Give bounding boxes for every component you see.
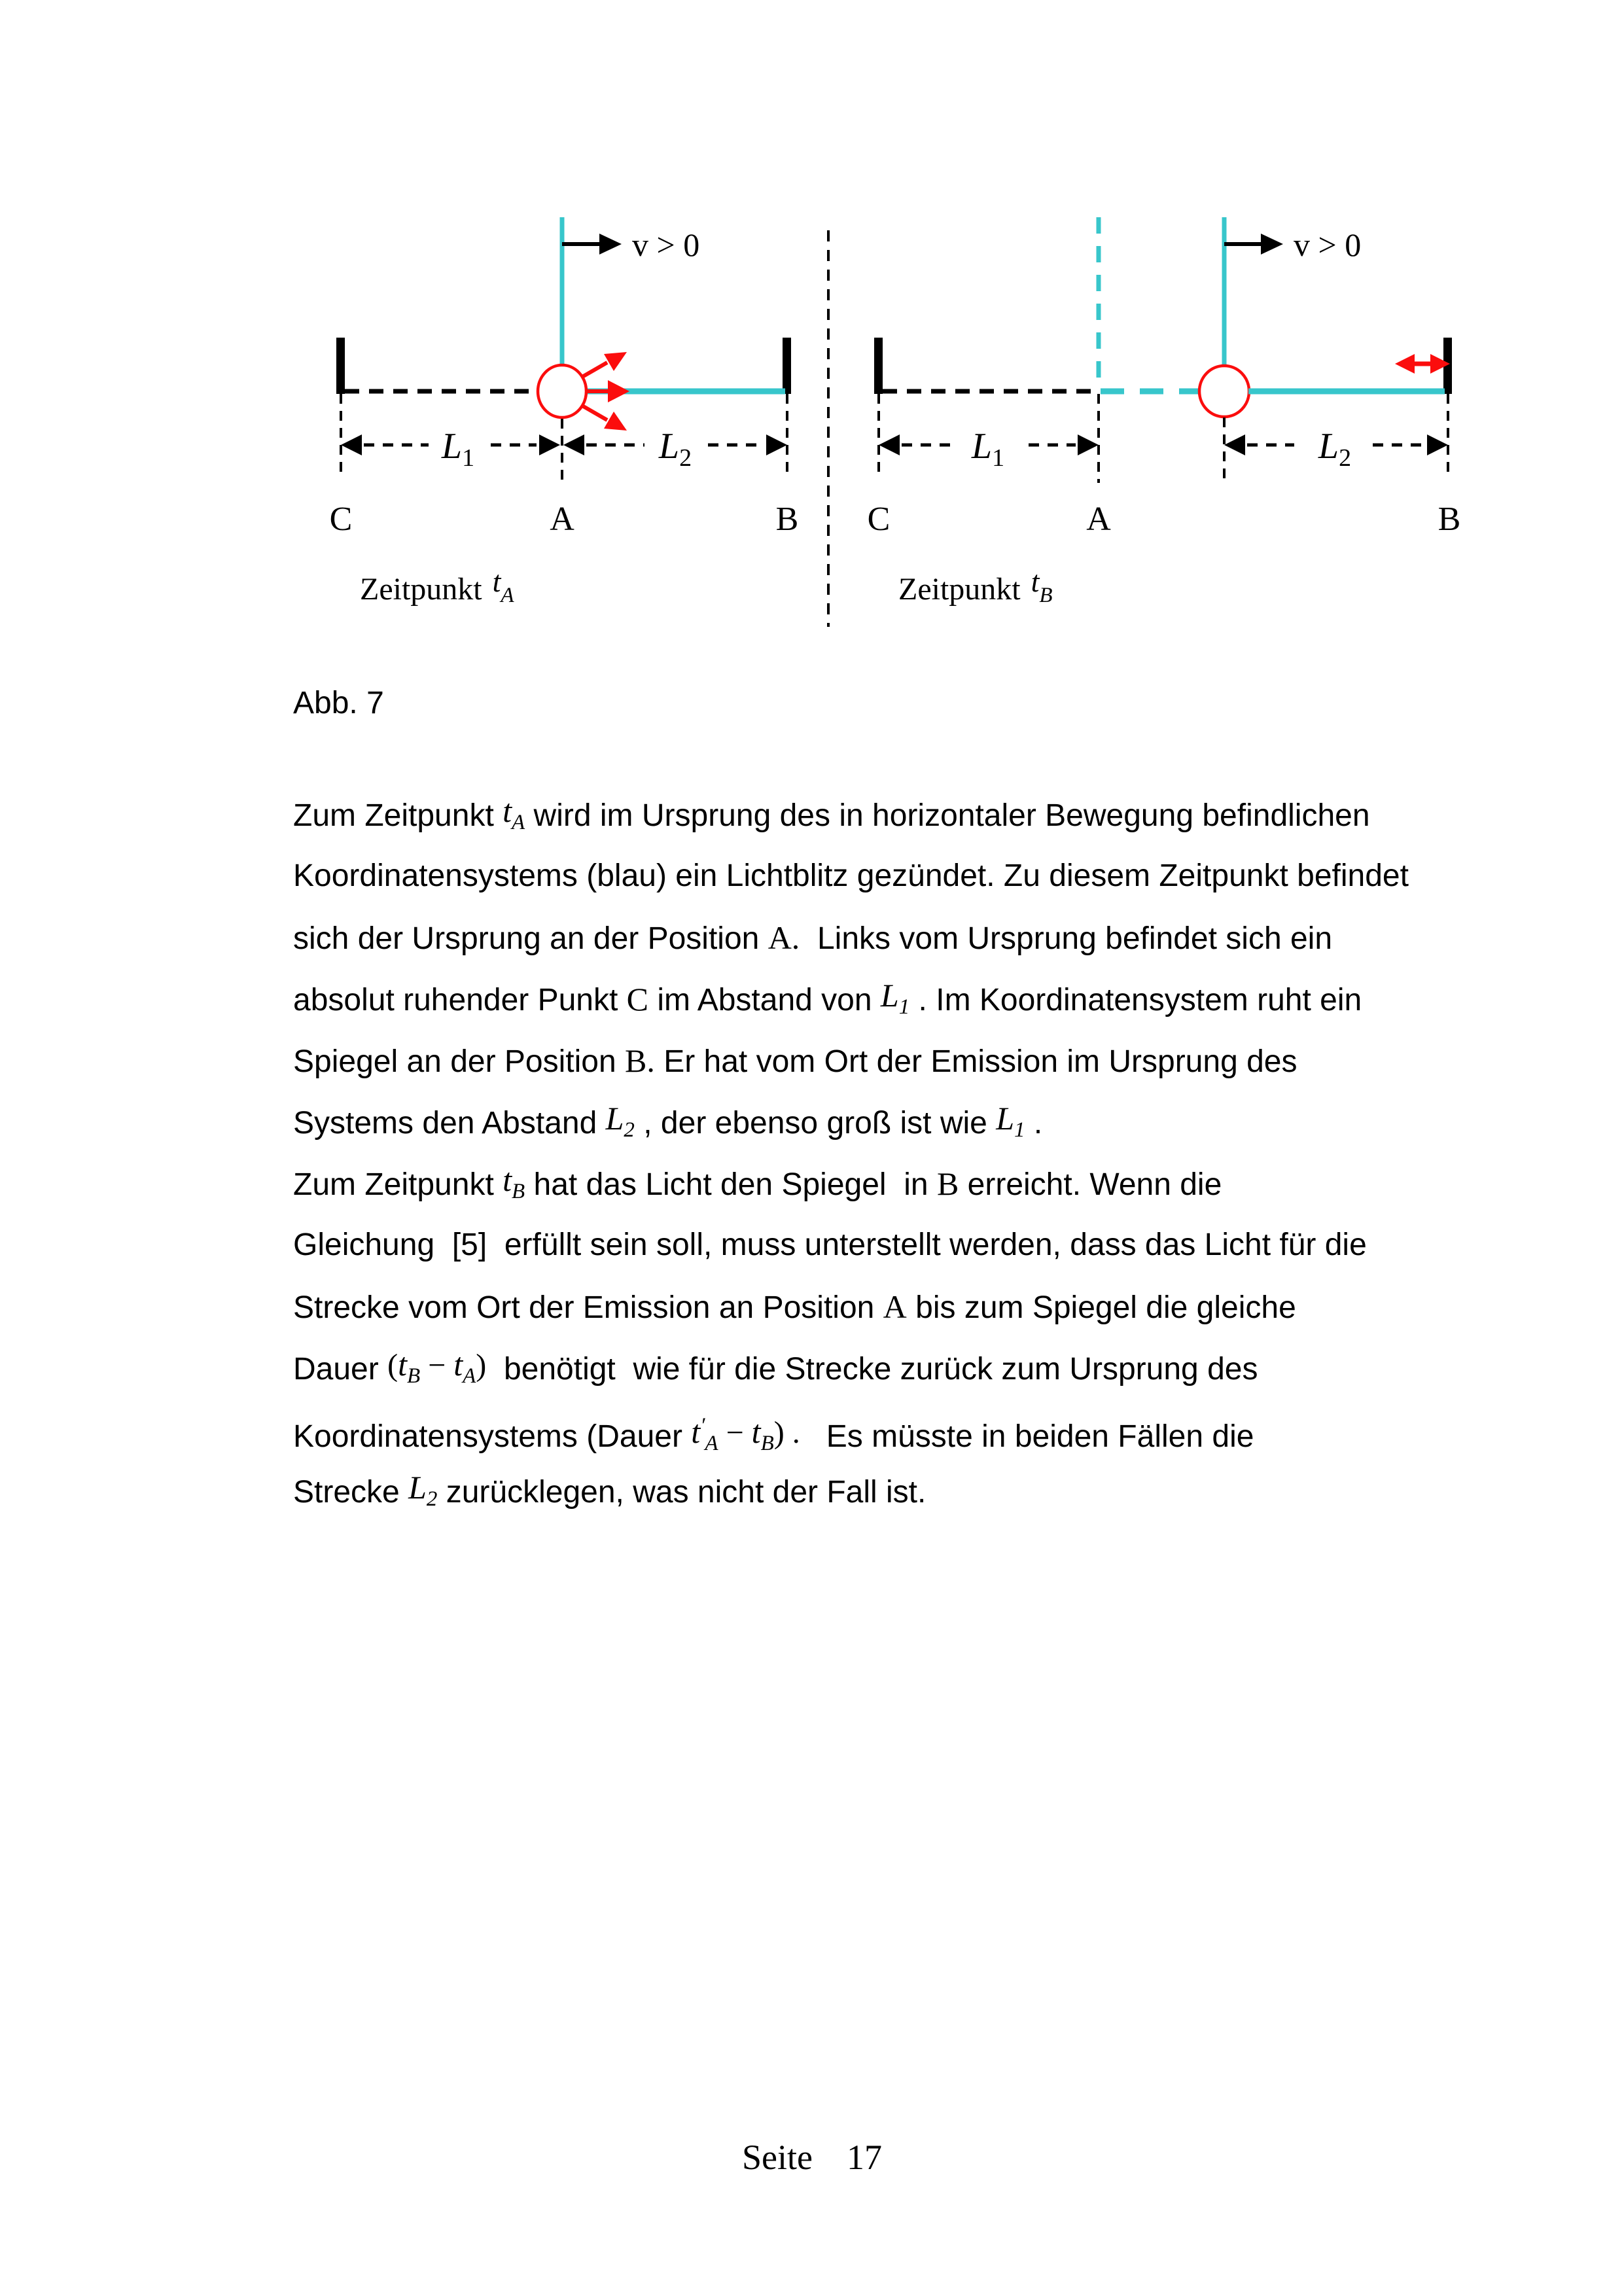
light-ray-up-arrowhead-icon	[604, 352, 627, 371]
text-segment: Spiegel an der Position	[293, 1044, 625, 1079]
point-label-b: B	[775, 501, 799, 538]
diagram-time-ta	[330, 217, 799, 607]
page-footer	[0, 2137, 1624, 2178]
text-segment: im Abstand von	[648, 983, 881, 1017]
body-text	[293, 784, 1464, 1522]
text-segment: , der ebenso groß ist wie	[634, 1106, 997, 1140]
math-segment: B.	[625, 1042, 655, 1079]
velocity-label: v > 0	[632, 226, 700, 263]
dim-label-l1: L1	[441, 426, 475, 472]
text-line	[293, 1337, 1464, 1399]
footer-page-number: 17	[846, 2138, 882, 2177]
math-segment: ) .	[773, 1415, 800, 1450]
figure-caption: Abb. 7	[293, 686, 384, 720]
math-segment: $t_B$	[398, 1346, 421, 1388]
text-segment: . Im Koordinatensystem ruht ein	[909, 983, 1362, 1017]
dim-arrowhead-icon	[539, 434, 560, 455]
math-segment: $t_B$	[503, 1161, 525, 1203]
footer-label: Seite	[742, 2138, 813, 2177]
text-segment: Gleichung [5] erfüllt sein soll, muss unterstellt werden, dass das Licht für die	[293, 1227, 1367, 1262]
math-segment: $L_1$	[880, 977, 910, 1019]
point-label-c: C	[867, 501, 891, 538]
text-segment: .	[1025, 1106, 1043, 1140]
text-line	[293, 1091, 1464, 1153]
math-segment: −	[420, 1348, 454, 1383]
text-segment: absolut ruhender Punkt	[293, 983, 627, 1017]
dim-label-l1: L1	[971, 426, 1005, 472]
light-flash-origin	[538, 365, 586, 417]
light-ray-down	[581, 405, 607, 420]
time-caption-ta: Zeitpunkt tA	[360, 565, 514, 607]
math-segment: $t_A$	[503, 792, 525, 834]
text-line	[293, 845, 1464, 907]
text-segment: Strecke	[293, 1475, 409, 1510]
velocity-label: v > 0	[1294, 226, 1362, 263]
text-segment: Strecke vom Ort der Emission an Position	[293, 1290, 883, 1325]
text-line	[293, 968, 1464, 1030]
text-line	[293, 784, 1464, 845]
text-line	[293, 1214, 1464, 1276]
text-segment: erreicht. Wenn die	[959, 1167, 1222, 1202]
velocity-arrowhead-icon	[599, 234, 622, 255]
light-ray-mid-arrowhead-icon	[608, 380, 629, 402]
time-caption-tb: Zeitpunkt tB	[898, 565, 1053, 607]
diagram-time-tb	[868, 217, 1461, 607]
light-arrowhead-left-icon	[1395, 354, 1415, 374]
mirror-bar-b	[783, 338, 791, 394]
text-line	[293, 1460, 1464, 1522]
text-line	[293, 1030, 1464, 1091]
math-segment: C	[626, 981, 649, 1017]
text-segment: hat das Licht den Spiegel in	[525, 1167, 937, 1202]
marker-bar-c	[874, 338, 883, 394]
text-segment: Links vom Ursprung befindet sich ein	[800, 921, 1333, 956]
dim-arrowhead-icon	[341, 434, 362, 455]
math-segment: A.	[768, 919, 800, 956]
text-segment: Er hat vom Ort der Emission im Ursprung des	[654, 1044, 1297, 1079]
text-segment: Systems den Abstand	[293, 1106, 606, 1140]
math-segment: $L_2$	[605, 1100, 635, 1142]
point-label-c: C	[329, 501, 353, 538]
dim-arrowhead-icon	[1078, 434, 1099, 455]
text-line	[293, 1153, 1464, 1214]
math-segment: )	[476, 1348, 487, 1383]
point-label-b: B	[1438, 501, 1461, 538]
light-ray-down-arrowhead-icon	[604, 412, 627, 431]
dim-arrowhead-icon	[1427, 434, 1448, 455]
text-segment: Es müsste in beiden Fällen die	[800, 1419, 1254, 1454]
dim-label-l2: L2	[658, 426, 692, 472]
text-segment: Koordinatensystems (Dauer	[293, 1419, 692, 1454]
math-segment: $t_A$	[453, 1346, 476, 1388]
text-segment: Dauer	[293, 1352, 388, 1386]
math-segment: $t_B$	[751, 1413, 774, 1455]
math-segment: A	[883, 1288, 907, 1325]
math-segment: B	[936, 1165, 959, 1202]
text-line	[293, 907, 1464, 968]
dim-label-l2: L2	[1318, 426, 1352, 472]
dim-arrowhead-icon	[1224, 434, 1245, 455]
point-label-a: A	[550, 501, 574, 538]
text-segment: wird im Ursprung des in horizontaler Bewegung befindlichen	[525, 798, 1370, 833]
text-segment: Koordinatensystems (blau) ein Lichtblitz gezündet. Zu diesem Zeitpunkt befindet	[293, 858, 1409, 893]
text-segment: Zum Zeitpunkt	[293, 1167, 503, 1202]
text-segment: Zum Zeitpunkt	[293, 798, 503, 833]
math-segment: $L_1$	[996, 1100, 1025, 1142]
text-segment: bis zum Spiegel die gleiche	[906, 1290, 1296, 1325]
text-line	[293, 1399, 1464, 1460]
marker-bar-c	[336, 338, 345, 394]
light-flash-origin	[1199, 366, 1249, 417]
dim-arrowhead-icon	[766, 434, 787, 455]
dim-arrowhead-icon	[563, 434, 584, 455]
text-segment: benötigt wie für die Strecke zurück zum Ursprung des	[486, 1352, 1258, 1386]
math-segment: (	[387, 1348, 398, 1383]
text-segment: sich der Ursprung an der Position	[293, 921, 768, 956]
dim-arrowhead-icon	[879, 434, 900, 455]
text-segment: zurücklegen, was nicht der Fall ist.	[437, 1475, 927, 1510]
text-line	[293, 1276, 1464, 1337]
point-label-a: A	[1086, 501, 1111, 538]
math-segment: $t'_A$	[691, 1413, 718, 1455]
velocity-arrowhead-icon	[1261, 234, 1283, 255]
math-segment: $L_2$	[408, 1469, 438, 1511]
math-segment: −	[718, 1415, 752, 1450]
light-ray-up	[581, 362, 607, 378]
